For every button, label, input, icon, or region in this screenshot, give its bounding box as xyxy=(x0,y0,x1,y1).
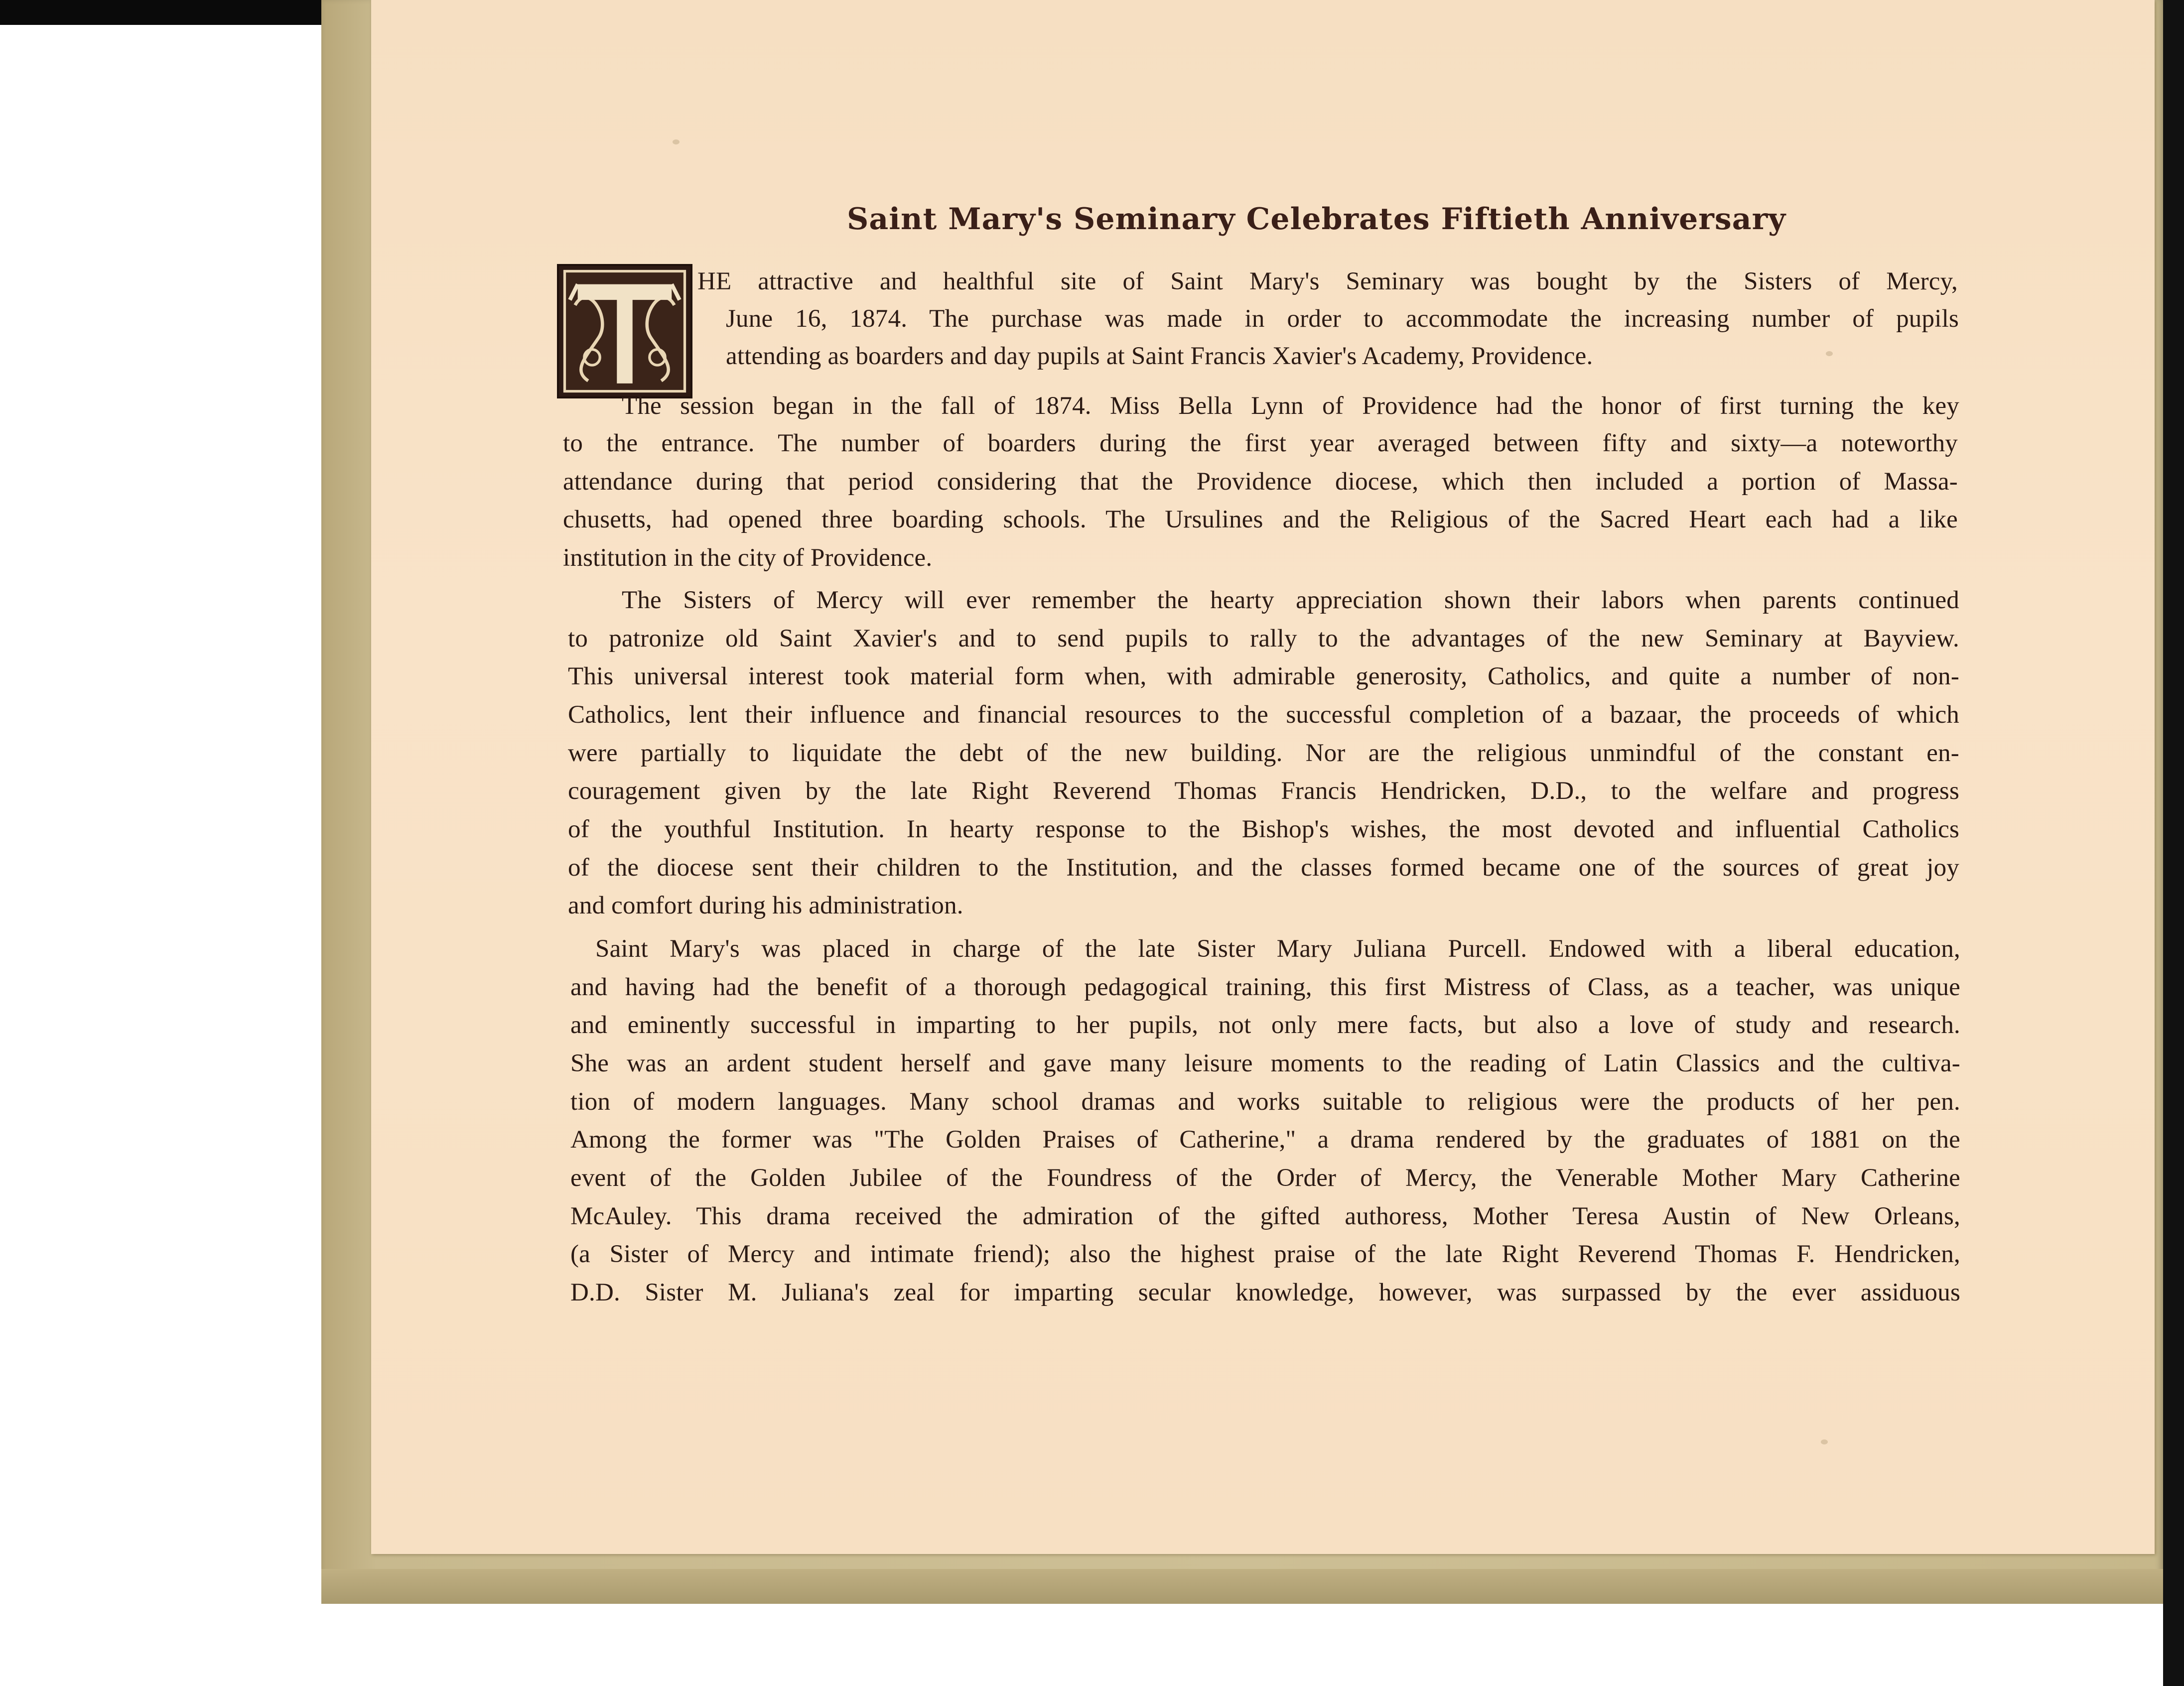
backing-board-bottom xyxy=(321,1569,2165,1604)
text-line-21: She was an ardent student herself and gave many leisure moments to the reading of Latin Classics and the cultiva- xyxy=(570,1049,1960,1077)
ornamental-dropcap xyxy=(557,264,692,398)
text-line-12: Catholics, lent their influence and financial resources to the successful completion of a bazaar, the proceeds of which xyxy=(568,701,1959,729)
text-line-1: HE attractive and healthful site of Saint Mary's Seminary was bought by the Sisters of Mercy, xyxy=(697,267,1958,295)
text-line-5: to the entrance. The number of boarders during the first year averaged between fifty and sixty—a noteworthy xyxy=(563,429,1958,457)
text-line-22: tion of modern languages. Many school dramas and works suitable to religious were the products of her pen. xyxy=(570,1088,1960,1116)
text-line-14: couragement given by the late Right Reverend Thomas Francis Hendricken, D.D., to the welfare and progress xyxy=(568,777,1959,805)
text-line-23: Among the former was "The Golden Praises of Catherine," a drama rendered by the graduates of 1881 on the xyxy=(570,1126,1960,1154)
text-line-24: event of the Golden Jubilee of the Foundress of the Order of Mercy, the Venerable Mother Mary Catherine xyxy=(570,1164,1960,1192)
text-line-3: attending as boarders and day pupils at Saint Francis Xavier's Academy, Providence. xyxy=(726,342,1593,370)
text-line-15: of the youthful Institution. In hearty response to the Bishop's wishes, the most devoted and influential Catholics xyxy=(568,815,1959,843)
text-line-18: Saint Mary's was placed in charge of the late Sister Mary Juliana Purcell. Endowed with a liberal education, xyxy=(595,935,1960,963)
paper-speck xyxy=(673,139,680,144)
scan-border-right xyxy=(2163,0,2184,1686)
text-line-6: attendance during that period considering that the Providence diocese, which then included a portion of Massa- xyxy=(563,468,1958,496)
text-line-7: chusetts, had opened three boarding schools. The Ursulines and the Religious of the Sacred Heart each had a like xyxy=(563,506,1958,533)
text-line-9: The Sisters of Mercy will ever remember the hearty appreciation shown their labors when parents continued xyxy=(622,586,1959,614)
text-line-17: and comfort during his administration. xyxy=(568,892,963,919)
scan-border-top xyxy=(0,0,321,25)
text-line-10: to patronize old Saint Xavier's and to send pupils to rally to the advantages of the new Seminary at Bayview. xyxy=(568,625,1959,652)
text-line-13: were partially to liquidate the debt of the new building. Nor are the religious unmindful of the constant en- xyxy=(568,739,1959,767)
text-line-4: The session began in the fall of 1874. Miss Bella Lynn of Providence had the honor of first turning the key xyxy=(622,392,1959,420)
paper-speck xyxy=(1821,1439,1828,1444)
text-line-11: This universal interest took material form when, with admirable generosity, Catholics, and quite a number of non- xyxy=(568,662,1959,690)
text-line-27: D.D. Sister M. Juliana's zeal for imparting secular knowledge, however, was surpassed by the ever assiduous xyxy=(570,1279,1960,1306)
text-line-26: (a Sister of Mercy and intimate friend); also the highest praise of the late Right Reverend Thomas F. Hendricken, xyxy=(570,1240,1960,1268)
text-line-19: and having had the benefit of a thorough pedagogical training, this first Mistress of Class, as a teacher, was unique xyxy=(570,973,1960,1001)
text-line-20: and eminently successful in imparting to her pupils, not only mere facts, but also a love of study and research. xyxy=(570,1011,1960,1039)
page-title: Saint Mary's Seminary Celebrates Fiftieth Anniversary xyxy=(847,202,1786,237)
dropcap-ornament-icon xyxy=(559,266,690,396)
text-line-8: institution in the city of Providence. xyxy=(563,544,933,572)
text-line-2: June 16, 1874. The purchase was made in order to accommodate the increasing number of pupils xyxy=(726,305,1959,333)
paper-speck xyxy=(1826,351,1833,356)
text-line-16: of the diocese sent their children to the Institution, and the classes formed became one of the sources of great joy xyxy=(568,854,1959,882)
text-line-25: McAuley. This drama received the admiration of the gifted authoress, Mother Teresa Austin of New Orleans, xyxy=(570,1202,1960,1230)
